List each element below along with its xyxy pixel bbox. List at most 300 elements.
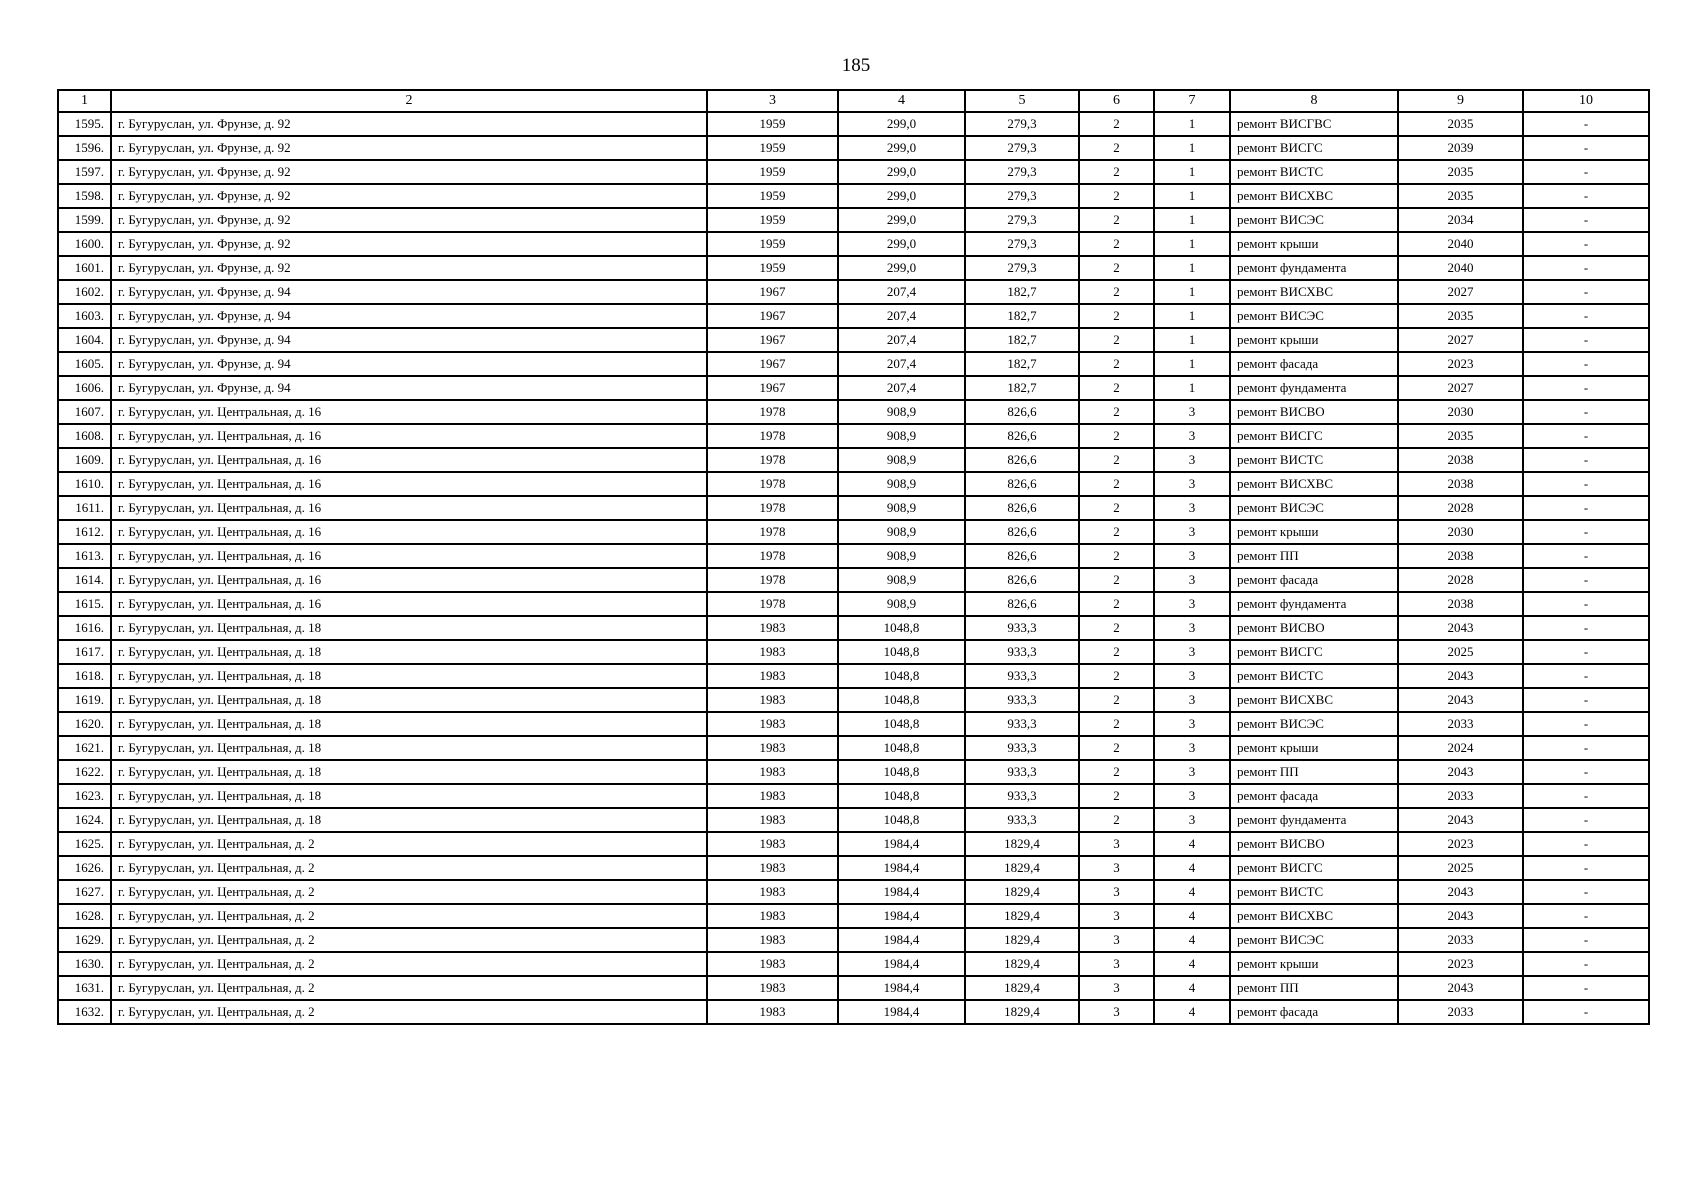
entrances-cell: 1 xyxy=(1154,160,1230,184)
row-number-cell: 1599. xyxy=(58,208,111,232)
year-built-cell: 1983 xyxy=(707,808,838,832)
year-built-cell: 1978 xyxy=(707,544,838,568)
address-cell: г. Бугуруслан, ул. Центральная, д. 18 xyxy=(111,640,707,664)
total-area-cell: 1048,8 xyxy=(838,712,965,736)
planned-year-cell: 2028 xyxy=(1398,496,1523,520)
floors-cell: 2 xyxy=(1079,352,1154,376)
work-type-cell: ремонт ВИСВО xyxy=(1230,832,1398,856)
planned-year-cell: 2043 xyxy=(1398,976,1523,1000)
table-row xyxy=(58,280,1649,304)
work-type-cell: ремонт ВИСТС xyxy=(1230,160,1398,184)
row-number-cell: 1616. xyxy=(58,616,111,640)
floors-cell: 2 xyxy=(1079,448,1154,472)
row-number-cell: 1629. xyxy=(58,928,111,952)
total-area-cell: 207,4 xyxy=(838,376,965,400)
work-type-cell: ремонт фасада xyxy=(1230,352,1398,376)
address-cell: г. Бугуруслан, ул. Центральная, д. 18 xyxy=(111,712,707,736)
column-header-8: 8 xyxy=(1230,90,1398,112)
floors-cell: 2 xyxy=(1079,736,1154,760)
address-cell: г. Бугуруслан, ул. Фрунзе, д. 92 xyxy=(111,232,707,256)
work-type-cell: ремонт ПП xyxy=(1230,760,1398,784)
address-cell: г. Бугуруслан, ул. Центральная, д. 18 xyxy=(111,736,707,760)
column-header-10: 10 xyxy=(1523,90,1649,112)
floors-cell: 3 xyxy=(1079,1000,1154,1024)
header-row xyxy=(58,90,1649,112)
table-row xyxy=(58,760,1649,784)
work-type-cell: ремонт ВИСХВС xyxy=(1230,688,1398,712)
row-number-cell: 1624. xyxy=(58,808,111,832)
work-type-cell: ремонт ВИСХВС xyxy=(1230,472,1398,496)
row-number-cell: 1608. xyxy=(58,424,111,448)
total-area-cell: 207,4 xyxy=(838,352,965,376)
planned-year-cell: 2025 xyxy=(1398,640,1523,664)
planned-year-cell: 2038 xyxy=(1398,592,1523,616)
address-cell: г. Бугуруслан, ул. Фрунзе, д. 94 xyxy=(111,328,707,352)
living-area-cell: 826,6 xyxy=(965,568,1079,592)
living-area-cell: 826,6 xyxy=(965,592,1079,616)
year-built-cell: 1959 xyxy=(707,160,838,184)
address-cell: г. Бугуруслан, ул. Центральная, д. 2 xyxy=(111,856,707,880)
column-header-6: 6 xyxy=(1079,90,1154,112)
row-number-cell: 1628. xyxy=(58,904,111,928)
address-cell: г. Бугуруслан, ул. Центральная, д. 18 xyxy=(111,760,707,784)
living-area-cell: 933,3 xyxy=(965,784,1079,808)
note-cell: - xyxy=(1523,376,1649,400)
column-header-9: 9 xyxy=(1398,90,1523,112)
work-type-cell: ремонт ВИСХВС xyxy=(1230,904,1398,928)
planned-year-cell: 2040 xyxy=(1398,256,1523,280)
entrances-cell: 3 xyxy=(1154,640,1230,664)
floors-cell: 2 xyxy=(1079,760,1154,784)
planned-year-cell: 2030 xyxy=(1398,520,1523,544)
table-row xyxy=(58,448,1649,472)
column-header-7: 7 xyxy=(1154,90,1230,112)
row-number-cell: 1625. xyxy=(58,832,111,856)
address-cell: г. Бугуруслан, ул. Фрунзе, д. 94 xyxy=(111,376,707,400)
row-number-cell: 1595. xyxy=(58,112,111,136)
floors-cell: 2 xyxy=(1079,640,1154,664)
note-cell: - xyxy=(1523,472,1649,496)
table-row xyxy=(58,496,1649,520)
entrances-cell: 3 xyxy=(1154,592,1230,616)
total-area-cell: 908,9 xyxy=(838,448,965,472)
floors-cell: 2 xyxy=(1079,400,1154,424)
address-cell: г. Бугуруслан, ул. Центральная, д. 18 xyxy=(111,664,707,688)
planned-year-cell: 2043 xyxy=(1398,664,1523,688)
total-area-cell: 1048,8 xyxy=(838,688,965,712)
entrances-cell: 1 xyxy=(1154,184,1230,208)
table-row xyxy=(58,712,1649,736)
living-area-cell: 933,3 xyxy=(965,616,1079,640)
note-cell: - xyxy=(1523,808,1649,832)
entrances-cell: 1 xyxy=(1154,136,1230,160)
living-area-cell: 1829,4 xyxy=(965,976,1079,1000)
planned-year-cell: 2027 xyxy=(1398,280,1523,304)
planned-year-cell: 2024 xyxy=(1398,736,1523,760)
address-cell: г. Бугуруслан, ул. Центральная, д. 16 xyxy=(111,592,707,616)
row-number-cell: 1610. xyxy=(58,472,111,496)
entrances-cell: 4 xyxy=(1154,952,1230,976)
year-built-cell: 1959 xyxy=(707,136,838,160)
year-built-cell: 1983 xyxy=(707,664,838,688)
total-area-cell: 908,9 xyxy=(838,472,965,496)
living-area-cell: 279,3 xyxy=(965,136,1079,160)
planned-year-cell: 2040 xyxy=(1398,232,1523,256)
entrances-cell: 4 xyxy=(1154,856,1230,880)
address-cell: г. Бугуруслан, ул. Фрунзе, д. 94 xyxy=(111,280,707,304)
total-area-cell: 1984,4 xyxy=(838,928,965,952)
entrances-cell: 3 xyxy=(1154,664,1230,688)
total-area-cell: 1984,4 xyxy=(838,976,965,1000)
planned-year-cell: 2033 xyxy=(1398,784,1523,808)
floors-cell: 2 xyxy=(1079,520,1154,544)
address-cell: г. Бугуруслан, ул. Центральная, д. 18 xyxy=(111,784,707,808)
floors-cell: 2 xyxy=(1079,232,1154,256)
work-type-cell: ремонт ВИСЭС xyxy=(1230,928,1398,952)
total-area-cell: 299,0 xyxy=(838,208,965,232)
planned-year-cell: 2038 xyxy=(1398,472,1523,496)
note-cell: - xyxy=(1523,1000,1649,1024)
planned-year-cell: 2038 xyxy=(1398,544,1523,568)
work-type-cell: ремонт фундамента xyxy=(1230,256,1398,280)
floors-cell: 3 xyxy=(1079,928,1154,952)
work-type-cell: ремонт ВИСТС xyxy=(1230,448,1398,472)
total-area-cell: 908,9 xyxy=(838,400,965,424)
living-area-cell: 182,7 xyxy=(965,352,1079,376)
living-area-cell: 933,3 xyxy=(965,736,1079,760)
table-row xyxy=(58,568,1649,592)
note-cell: - xyxy=(1523,592,1649,616)
year-built-cell: 1978 xyxy=(707,568,838,592)
work-type-cell: ремонт ВИСЭС xyxy=(1230,208,1398,232)
living-area-cell: 279,3 xyxy=(965,256,1079,280)
year-built-cell: 1967 xyxy=(707,304,838,328)
floors-cell: 2 xyxy=(1079,184,1154,208)
floors-cell: 2 xyxy=(1079,280,1154,304)
planned-year-cell: 2027 xyxy=(1398,328,1523,352)
floors-cell: 2 xyxy=(1079,136,1154,160)
table-row xyxy=(58,1000,1649,1024)
living-area-cell: 1829,4 xyxy=(965,904,1079,928)
entrances-cell: 3 xyxy=(1154,496,1230,520)
table-row xyxy=(58,784,1649,808)
planned-year-cell: 2035 xyxy=(1398,184,1523,208)
total-area-cell: 299,0 xyxy=(838,184,965,208)
floors-cell: 2 xyxy=(1079,592,1154,616)
row-number-cell: 1618. xyxy=(58,664,111,688)
living-area-cell: 279,3 xyxy=(965,232,1079,256)
living-area-cell: 933,3 xyxy=(965,640,1079,664)
work-type-cell: ремонт ВИСВО xyxy=(1230,400,1398,424)
total-area-cell: 299,0 xyxy=(838,160,965,184)
entrances-cell: 4 xyxy=(1154,1000,1230,1024)
note-cell: - xyxy=(1523,208,1649,232)
table-row xyxy=(58,880,1649,904)
work-type-cell: ремонт ВИСТС xyxy=(1230,880,1398,904)
living-area-cell: 182,7 xyxy=(965,328,1079,352)
row-number-cell: 1620. xyxy=(58,712,111,736)
entrances-cell: 3 xyxy=(1154,808,1230,832)
living-area-cell: 826,6 xyxy=(965,448,1079,472)
total-area-cell: 1048,8 xyxy=(838,760,965,784)
row-number-cell: 1614. xyxy=(58,568,111,592)
total-area-cell: 908,9 xyxy=(838,544,965,568)
table-row xyxy=(58,856,1649,880)
row-number-cell: 1627. xyxy=(58,880,111,904)
row-number-cell: 1602. xyxy=(58,280,111,304)
table-row xyxy=(58,424,1649,448)
row-number-cell: 1615. xyxy=(58,592,111,616)
note-cell: - xyxy=(1523,760,1649,784)
entrances-cell: 3 xyxy=(1154,424,1230,448)
year-built-cell: 1983 xyxy=(707,952,838,976)
table-row xyxy=(58,592,1649,616)
row-number-cell: 1619. xyxy=(58,688,111,712)
column-header-5: 5 xyxy=(965,90,1079,112)
entrances-cell: 1 xyxy=(1154,352,1230,376)
row-number-cell: 1597. xyxy=(58,160,111,184)
row-number-cell: 1621. xyxy=(58,736,111,760)
year-built-cell: 1959 xyxy=(707,232,838,256)
work-type-cell: ремонт фундамента xyxy=(1230,808,1398,832)
note-cell: - xyxy=(1523,232,1649,256)
living-area-cell: 279,3 xyxy=(965,160,1079,184)
living-area-cell: 1829,4 xyxy=(965,832,1079,856)
floors-cell: 2 xyxy=(1079,568,1154,592)
address-cell: г. Бугуруслан, ул. Центральная, д. 16 xyxy=(111,424,707,448)
note-cell: - xyxy=(1523,712,1649,736)
total-area-cell: 299,0 xyxy=(838,232,965,256)
table-row xyxy=(58,688,1649,712)
note-cell: - xyxy=(1523,496,1649,520)
floors-cell: 2 xyxy=(1079,160,1154,184)
floors-cell: 2 xyxy=(1079,712,1154,736)
work-type-cell: ремонт фасада xyxy=(1230,784,1398,808)
total-area-cell: 1984,4 xyxy=(838,952,965,976)
living-area-cell: 182,7 xyxy=(965,376,1079,400)
planned-year-cell: 2035 xyxy=(1398,424,1523,448)
table-row xyxy=(58,832,1649,856)
entrances-cell: 3 xyxy=(1154,688,1230,712)
address-cell: г. Бугуруслан, ул. Фрунзе, д. 92 xyxy=(111,256,707,280)
table-row xyxy=(58,376,1649,400)
address-cell: г. Бугуруслан, ул. Фрунзе, д. 92 xyxy=(111,160,707,184)
year-built-cell: 1983 xyxy=(707,688,838,712)
living-area-cell: 826,6 xyxy=(965,424,1079,448)
floors-cell: 3 xyxy=(1079,880,1154,904)
row-number-cell: 1606. xyxy=(58,376,111,400)
entrances-cell: 4 xyxy=(1154,832,1230,856)
table-row xyxy=(58,112,1649,136)
address-cell: г. Бугуруслан, ул. Центральная, д. 18 xyxy=(111,688,707,712)
work-type-cell: ремонт ВИСГС xyxy=(1230,424,1398,448)
address-cell: г. Бугуруслан, ул. Центральная, д. 2 xyxy=(111,928,707,952)
year-built-cell: 1983 xyxy=(707,832,838,856)
table-row xyxy=(58,736,1649,760)
total-area-cell: 1984,4 xyxy=(838,832,965,856)
table-row xyxy=(58,208,1649,232)
table-row xyxy=(58,904,1649,928)
planned-year-cell: 2043 xyxy=(1398,616,1523,640)
total-area-cell: 1984,4 xyxy=(838,856,965,880)
table-row xyxy=(58,664,1649,688)
living-area-cell: 826,6 xyxy=(965,544,1079,568)
table-row xyxy=(58,472,1649,496)
column-header-3: 3 xyxy=(707,90,838,112)
floors-cell: 3 xyxy=(1079,904,1154,928)
planned-year-cell: 2027 xyxy=(1398,376,1523,400)
floors-cell: 2 xyxy=(1079,328,1154,352)
entrances-cell: 1 xyxy=(1154,376,1230,400)
living-area-cell: 182,7 xyxy=(965,280,1079,304)
entrances-cell: 3 xyxy=(1154,448,1230,472)
year-built-cell: 1983 xyxy=(707,1000,838,1024)
planned-year-cell: 2035 xyxy=(1398,160,1523,184)
address-cell: г. Бугуруслан, ул. Центральная, д. 2 xyxy=(111,904,707,928)
planned-year-cell: 2043 xyxy=(1398,808,1523,832)
living-area-cell: 933,3 xyxy=(965,688,1079,712)
address-cell: г. Бугуруслан, ул. Центральная, д. 16 xyxy=(111,496,707,520)
address-cell: г. Бугуруслан, ул. Фрунзе, д. 94 xyxy=(111,352,707,376)
total-area-cell: 207,4 xyxy=(838,304,965,328)
table-row xyxy=(58,616,1649,640)
year-built-cell: 1983 xyxy=(707,928,838,952)
row-number-cell: 1622. xyxy=(58,760,111,784)
year-built-cell: 1978 xyxy=(707,448,838,472)
year-built-cell: 1983 xyxy=(707,784,838,808)
entrances-cell: 4 xyxy=(1154,976,1230,1000)
total-area-cell: 207,4 xyxy=(838,280,965,304)
year-built-cell: 1983 xyxy=(707,712,838,736)
planned-year-cell: 2023 xyxy=(1398,352,1523,376)
total-area-cell: 908,9 xyxy=(838,424,965,448)
address-cell: г. Бугуруслан, ул. Центральная, д. 16 xyxy=(111,520,707,544)
work-type-cell: ремонт крыши xyxy=(1230,520,1398,544)
floors-cell: 2 xyxy=(1079,616,1154,640)
address-cell: г. Бугуруслан, ул. Центральная, д. 16 xyxy=(111,568,707,592)
entrances-cell: 4 xyxy=(1154,904,1230,928)
living-area-cell: 1829,4 xyxy=(965,928,1079,952)
entrances-cell: 1 xyxy=(1154,232,1230,256)
note-cell: - xyxy=(1523,352,1649,376)
living-area-cell: 933,3 xyxy=(965,808,1079,832)
entrances-cell: 1 xyxy=(1154,208,1230,232)
planned-year-cell: 2034 xyxy=(1398,208,1523,232)
year-built-cell: 1983 xyxy=(707,856,838,880)
living-area-cell: 1829,4 xyxy=(965,1000,1079,1024)
floors-cell: 2 xyxy=(1079,304,1154,328)
work-type-cell: ремонт фасада xyxy=(1230,568,1398,592)
row-number-cell: 1617. xyxy=(58,640,111,664)
work-type-cell: ремонт фундамента xyxy=(1230,592,1398,616)
note-cell: - xyxy=(1523,928,1649,952)
entrances-cell: 1 xyxy=(1154,328,1230,352)
year-built-cell: 1983 xyxy=(707,640,838,664)
row-number-cell: 1612. xyxy=(58,520,111,544)
row-number-cell: 1605. xyxy=(58,352,111,376)
planned-year-cell: 2043 xyxy=(1398,904,1523,928)
year-built-cell: 1967 xyxy=(707,376,838,400)
note-cell: - xyxy=(1523,976,1649,1000)
table-row xyxy=(58,976,1649,1000)
total-area-cell: 207,4 xyxy=(838,328,965,352)
planned-year-cell: 2023 xyxy=(1398,952,1523,976)
entrances-cell: 3 xyxy=(1154,784,1230,808)
column-header-2: 2 xyxy=(111,90,707,112)
note-cell: - xyxy=(1523,616,1649,640)
year-built-cell: 1978 xyxy=(707,400,838,424)
row-number-cell: 1601. xyxy=(58,256,111,280)
table-row xyxy=(58,400,1649,424)
living-area-cell: 933,3 xyxy=(965,712,1079,736)
living-area-cell: 279,3 xyxy=(965,208,1079,232)
year-built-cell: 1978 xyxy=(707,496,838,520)
living-area-cell: 933,3 xyxy=(965,664,1079,688)
living-area-cell: 933,3 xyxy=(965,760,1079,784)
table-row xyxy=(58,136,1649,160)
entrances-cell: 3 xyxy=(1154,544,1230,568)
work-type-cell: ремонт ВИСХВС xyxy=(1230,184,1398,208)
total-area-cell: 299,0 xyxy=(838,136,965,160)
planned-year-cell: 2038 xyxy=(1398,448,1523,472)
entrances-cell: 3 xyxy=(1154,568,1230,592)
living-area-cell: 826,6 xyxy=(965,520,1079,544)
floors-cell: 2 xyxy=(1079,424,1154,448)
total-area-cell: 299,0 xyxy=(838,256,965,280)
total-area-cell: 1984,4 xyxy=(838,1000,965,1024)
total-area-cell: 1984,4 xyxy=(838,904,965,928)
address-cell: г. Бугуруслан, ул. Центральная, д. 2 xyxy=(111,880,707,904)
address-cell: г. Бугуруслан, ул. Фрунзе, д. 94 xyxy=(111,304,707,328)
floors-cell: 2 xyxy=(1079,496,1154,520)
note-cell: - xyxy=(1523,520,1649,544)
table-row xyxy=(58,928,1649,952)
column-header-1: 1 xyxy=(58,90,111,112)
address-cell: г. Бугуруслан, ул. Центральная, д. 16 xyxy=(111,544,707,568)
note-cell: - xyxy=(1523,880,1649,904)
note-cell: - xyxy=(1523,280,1649,304)
note-cell: - xyxy=(1523,784,1649,808)
row-number-cell: 1613. xyxy=(58,544,111,568)
floors-cell: 2 xyxy=(1079,664,1154,688)
floors-cell: 2 xyxy=(1079,112,1154,136)
note-cell: - xyxy=(1523,424,1649,448)
address-cell: г. Бугуруслан, ул. Фрунзе, д. 92 xyxy=(111,184,707,208)
living-area-cell: 279,3 xyxy=(965,184,1079,208)
planned-year-cell: 2033 xyxy=(1398,712,1523,736)
work-type-cell: ремонт ВИСГС xyxy=(1230,640,1398,664)
note-cell: - xyxy=(1523,304,1649,328)
total-area-cell: 908,9 xyxy=(838,520,965,544)
work-type-cell: ремонт ВИСГС xyxy=(1230,136,1398,160)
work-type-cell: ремонт ВИСВО xyxy=(1230,616,1398,640)
living-area-cell: 1829,4 xyxy=(965,880,1079,904)
entrances-cell: 1 xyxy=(1154,280,1230,304)
repair-schedule-table xyxy=(57,89,1650,1025)
row-number-cell: 1623. xyxy=(58,784,111,808)
total-area-cell: 1048,8 xyxy=(838,664,965,688)
entrances-cell: 1 xyxy=(1154,112,1230,136)
planned-year-cell: 2028 xyxy=(1398,568,1523,592)
planned-year-cell: 2033 xyxy=(1398,928,1523,952)
year-built-cell: 1983 xyxy=(707,736,838,760)
note-cell: - xyxy=(1523,448,1649,472)
entrances-cell: 3 xyxy=(1154,400,1230,424)
row-number-cell: 1603. xyxy=(58,304,111,328)
planned-year-cell: 2039 xyxy=(1398,136,1523,160)
work-type-cell: ремонт ВИСТС xyxy=(1230,664,1398,688)
note-cell: - xyxy=(1523,664,1649,688)
